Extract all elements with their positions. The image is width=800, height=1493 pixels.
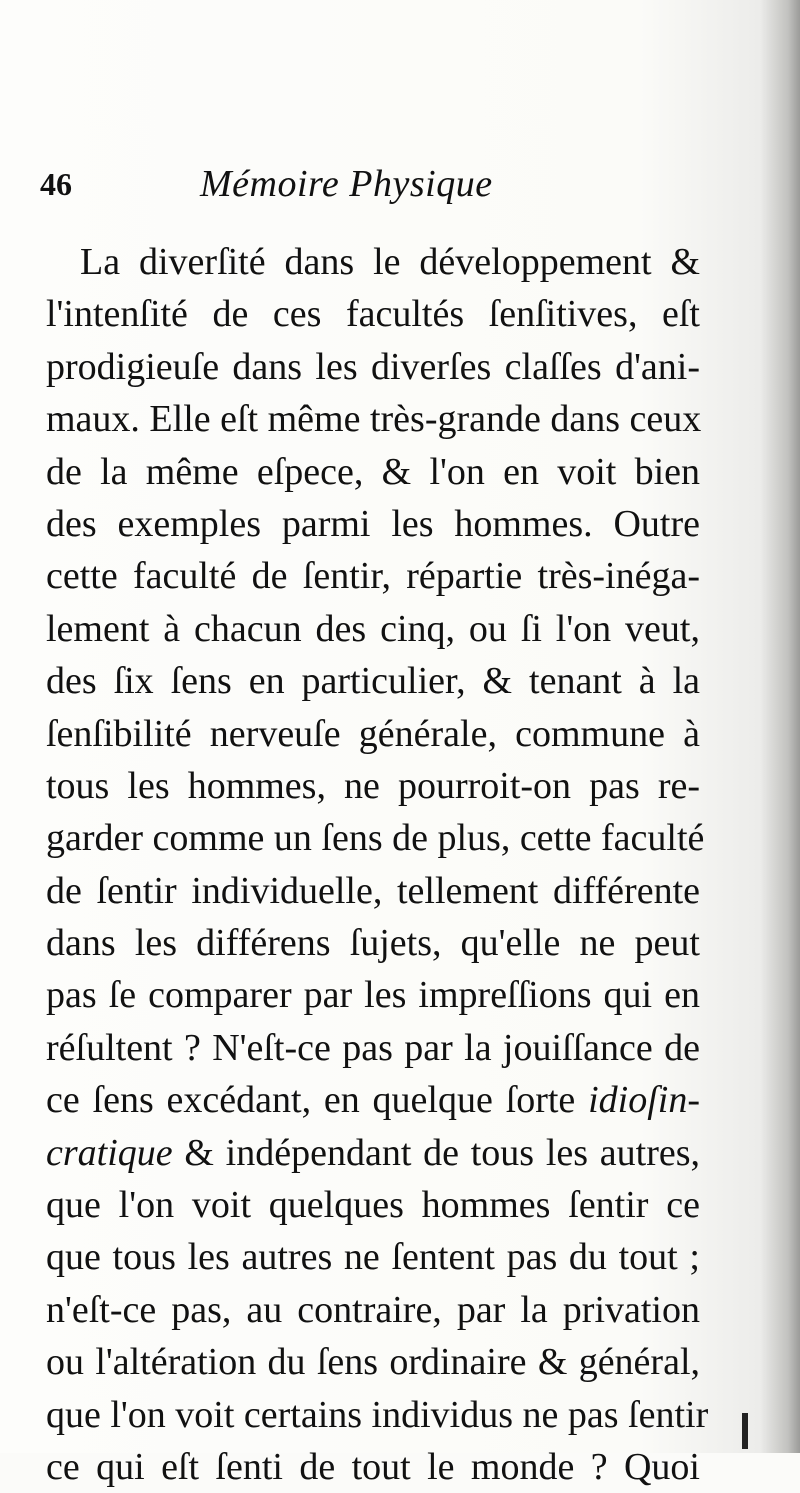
text-line-17-roman: ce ſens excédant, en quelque ſorte <box>46 1079 576 1122</box>
text-line-4: maux. Elle eſt même très-grande dans ceux <box>46 398 702 441</box>
text-line-24: ce qui eſt ſenti de tout le monde ? Quoi <box>46 1445 700 1488</box>
text-line-18 <box>46 1127 700 1179</box>
text-line-22: ou l'altération du ſens ordinaire & général, <box>46 1341 700 1384</box>
page-edge-shadow <box>760 0 800 1453</box>
text-line-7: cette faculté de ſentir, répartie très-inéga- <box>46 555 700 598</box>
text-line-19: que l'on voit quelques hommes ſentir ce <box>46 1184 700 1227</box>
text-line-18-roman: & indépendant de tous les autres, <box>184 1131 701 1174</box>
text-line-12: garder comme un ſens de plus, cette faculté <box>46 817 705 860</box>
text-line-17 <box>46 1074 700 1126</box>
body-paragraph <box>46 236 709 1493</box>
text-line-23: que l'on voit certains individus ne pas ſentir <box>46 1393 709 1436</box>
text-line-2: l'intenſité de ces facultés ſenſitives, eſt <box>46 293 700 336</box>
page-header <box>40 158 740 214</box>
text-line-8: lement à chacun des cinq, ou ſi l'on veut, <box>46 607 700 650</box>
text-line-18-italic: cratique <box>46 1131 173 1174</box>
text-line-20: que tous les autres ne ſentent pas du tout ; <box>46 1236 700 1279</box>
text-line-11: tous les hommes, ne pourroit-on pas re- <box>46 764 700 807</box>
text-line-5: de la même eſpece, & l'on en voit bien <box>46 450 700 493</box>
text-line-10: ſenſibilité nerveuſe générale, commune à <box>46 712 700 755</box>
text-line-1: La diverſité dans le développement & <box>80 241 700 283</box>
text-line-17-italic: idioſin- <box>588 1079 700 1122</box>
text-line-6: des exemples parmi les hommes. Outre <box>46 502 700 545</box>
ink-mark <box>742 1413 748 1449</box>
page-number: 46 <box>40 166 72 202</box>
text-line-13: de ſentir individuelle, tellement différente <box>46 869 700 912</box>
text-line-14: dans les différens ſujets, qu'elle ne peut <box>46 922 700 965</box>
text-line-3: prodigieuſe dans les diverſes claſſes d'ani- <box>46 345 700 388</box>
text-line-21: n'eſt-ce pas, au contraire, par la privation <box>46 1288 700 1331</box>
text-line-15: pas ſe comparer par les impreſſions qui en <box>46 974 700 1017</box>
text-line-9: des ſix ſens en particulier, & tenant à la <box>46 660 700 703</box>
text-line-16: réſultent ? N'eſt-ce pas par la jouiſſance de <box>46 1026 700 1069</box>
running-head: Mémoire Physique <box>200 163 493 205</box>
